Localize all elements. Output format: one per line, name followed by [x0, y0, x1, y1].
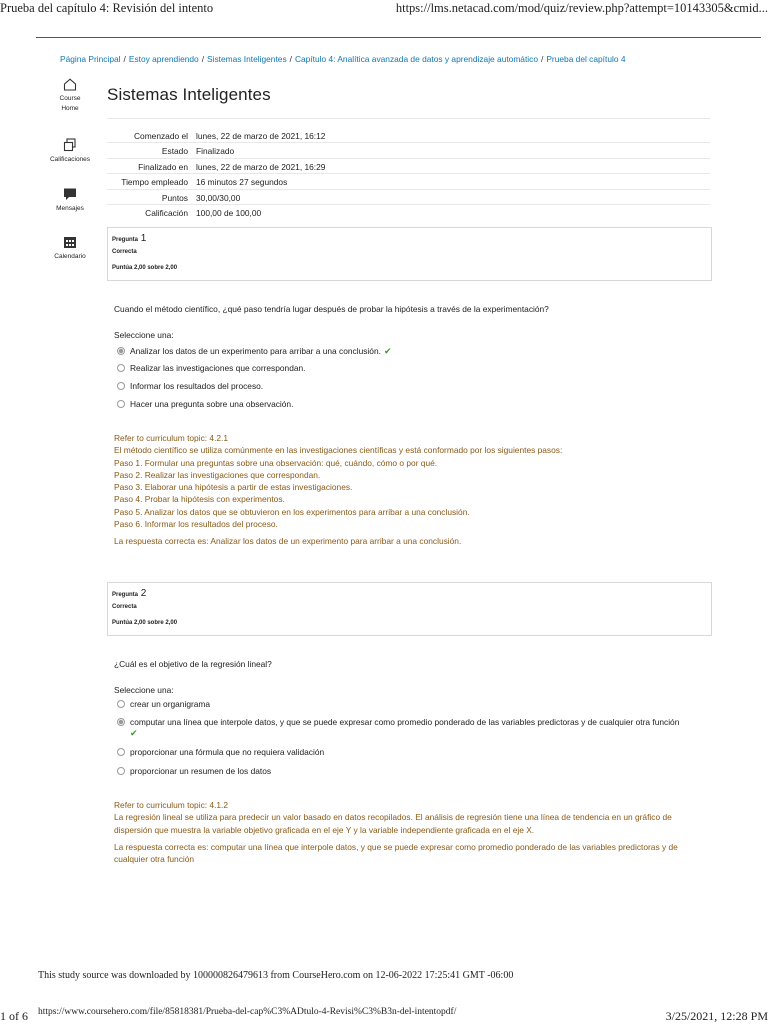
feedback-line: Refer to curriculum topic: 4.2.1 [114, 433, 229, 443]
home-icon [63, 78, 77, 91]
nav-calendar-label: Calendario [54, 253, 86, 260]
calendar-icon [63, 235, 77, 249]
page-title: Sistemas Inteligentes [107, 85, 271, 104]
answer-text: computar una línea que interpole datos, y que se puede expresar como promedio ponderado de las variables predictoras y de cualquier otra función [130, 717, 680, 727]
question-state: Correcta [112, 249, 137, 255]
summary-row [107, 158, 710, 173]
question-feedback [114, 799, 710, 865]
question-number [112, 233, 146, 244]
nav-messages-label: Mensajes [56, 205, 84, 212]
answer-text: Hacer una pregunta sobre una observación. [130, 399, 294, 409]
summary-value: lunes, 22 de marzo de 2021, 16:29 [196, 161, 326, 172]
page-number: 1 of 6 [0, 1009, 28, 1023]
radio-button[interactable] [117, 400, 125, 408]
answer-text: Informar los resultados del proceso. [130, 381, 264, 391]
correct-answer: La respuesta correcta es: computar una línea que interpole datos, y que se puede expresar como promedio ponderado de las variables predictoras y de cualquier otra función [114, 841, 678, 865]
summary-label: Puntos [161, 192, 188, 203]
breadcrumb-quiz[interactable]: Prueba del capítulo 4 [546, 54, 626, 64]
radio-button[interactable] [117, 382, 125, 390]
feedback-line: Paso 4. Probar la hipótesis con experimentos. [114, 494, 285, 505]
breadcrumb-separator: / [541, 54, 544, 64]
summary-value: 30,00/30,00 [196, 192, 241, 203]
answer-text: Analizar los datos de un experimento para arribar a una conclusión. [130, 346, 381, 356]
breadcrumb-separator: / [289, 54, 292, 64]
question-info [107, 582, 712, 636]
breadcrumb-separator: / [123, 54, 126, 64]
radio-button[interactable] [117, 347, 125, 355]
breadcrumb-home[interactable]: Página Principal [60, 54, 121, 64]
question-text: ¿Cuál es el objetivo de la regresión lineal? [114, 659, 272, 669]
feedback-line: Refer to curriculum topic: 4.1.2 [114, 800, 229, 810]
title-divider [107, 118, 710, 119]
nav-messages[interactable] [44, 187, 96, 214]
check-icon: ✔ [130, 728, 138, 738]
radio-button[interactable] [117, 718, 125, 726]
feedback-line: Paso 3. Elaborar una hipótesis a partir de estas investigaciones. [114, 482, 353, 493]
question-grade: Puntúa 2,00 sobre 2,00 [112, 620, 178, 626]
answer-text: crear un organigrama [130, 699, 211, 709]
summary-label: Tiempo empleado [121, 177, 188, 188]
question-feedback [114, 432, 710, 548]
print-footer [0, 1004, 768, 1024]
source-url: https://www.coursehero.com/file/85818381/Prueba-del-cap%C3%ADtulo-4-Revisi%C3%B3n-del-intentopdf/ [38, 1007, 457, 1017]
question-number-label: Pregunta [112, 592, 139, 598]
nav-grades[interactable] [44, 138, 96, 165]
question-state: Correcta [112, 604, 137, 610]
summary-row [107, 173, 710, 188]
feedback-line: La regresión lineal se utiliza para predecir un valor basado en datos recopilados. El análisis de regresión tiene una línea de tendencia en un gráfico de dispersión que muestra la variable objetivo graficada en el eje Y y la variable independiente graficada en el eje X. [114, 812, 672, 835]
nav-course-home-label: Course Home [59, 95, 81, 112]
summary-label: Calificación [145, 207, 188, 218]
answer-text: proporcionar un resumen de los datos [130, 766, 272, 776]
question-text: Cuando el método científico, ¿qué paso tendría lugar después de probar la hipótesis a través de la experimentación? [114, 304, 549, 314]
radio-button[interactable] [117, 364, 125, 372]
summary-row [107, 128, 710, 142]
print-page-url: https://lms.netacad.com/mod/quiz/review.php?attempt=10143305&cmid... [395, 1, 768, 15]
breadcrumb-course[interactable]: Sistemas Inteligentes [207, 54, 287, 64]
chat-icon [63, 187, 77, 201]
nav-grades-label: Calificaciones [49, 156, 91, 163]
answer-prompt: Seleccione una: [114, 685, 174, 695]
feedback-line: Paso 1. Formular una preguntas sobre una observación: qué, cuándo, cómo o por qué. [114, 457, 438, 468]
summary-value: 16 minutos 27 segundos [196, 177, 288, 188]
question-grade: Puntúa 2,00 sobre 2,00 [112, 265, 178, 271]
summary-row [107, 204, 710, 219]
summary-label: Finalizado en [138, 161, 188, 172]
feedback-line: El método científico se utiliza comúnmente en las investigaciones científicas y está conformado por los siguientes pasos: [114, 445, 563, 456]
question-number-value: 2 [140, 588, 147, 599]
answer-text: proporcionar una fórmula que no requiera validación [130, 747, 325, 757]
summary-label: Estado [161, 146, 188, 157]
nav-calendar[interactable] [44, 235, 96, 262]
print-page-title: Prueba del capítulo 4: Revisión del intento [0, 1, 214, 15]
breadcrumb-separator: / [201, 54, 205, 64]
nav-course-home[interactable] [44, 78, 96, 114]
answer-text: Realizar las investigaciones que correspondan. [130, 363, 306, 373]
grades-icon [63, 138, 77, 152]
feedback-line: Paso 6. Informar los resultados del proceso. [114, 519, 278, 530]
feedback-line: Paso 5. Analizar los datos que se obtuvieron en los experimentos para arribar a una conclusión. [114, 506, 470, 517]
summary-value: Finalizado [196, 146, 235, 157]
summary-row [107, 142, 710, 157]
attempt-summary [107, 128, 710, 219]
print-date: 3/25/2021, 12:28 PM [665, 1009, 768, 1023]
radio-button[interactable] [117, 748, 125, 756]
summary-row [107, 189, 710, 204]
question-info [107, 227, 712, 281]
header-divider [36, 37, 761, 38]
summary-value: lunes, 22 de marzo de 2021, 16:12 [196, 131, 326, 141]
correct-answer: La respuesta correcta es: Analizar los datos de un experimento para arribar a una conclusión. [114, 536, 462, 547]
check-icon: ✔ [383, 346, 392, 356]
download-notice: This study source was downloaded by 100000826479613 from CourseHero.com on 12-06-2022 17:25:41 GMT -06:00 [38, 970, 514, 981]
summary-label: Comenzado el [133, 131, 188, 141]
question-number-label: Pregunta [112, 237, 139, 243]
radio-button[interactable] [117, 767, 125, 775]
feedback-line: Paso 2. Realizar las investigaciones que correspondan. [114, 469, 321, 480]
radio-button[interactable] [117, 700, 125, 708]
breadcrumb-chapter[interactable]: Capítulo 4: Analítica avanzada de datos y aprendizaje automático [294, 54, 539, 64]
breadcrumb-learning[interactable]: Estoy aprendiendo [128, 54, 199, 64]
question-number-value: 1 [140, 233, 147, 244]
question-number [112, 588, 146, 599]
print-header [0, 0, 768, 20]
summary-value: 100,00 de 100,00 [196, 207, 262, 218]
answer-prompt: Seleccione una: [114, 330, 174, 340]
breadcrumb [60, 54, 626, 64]
